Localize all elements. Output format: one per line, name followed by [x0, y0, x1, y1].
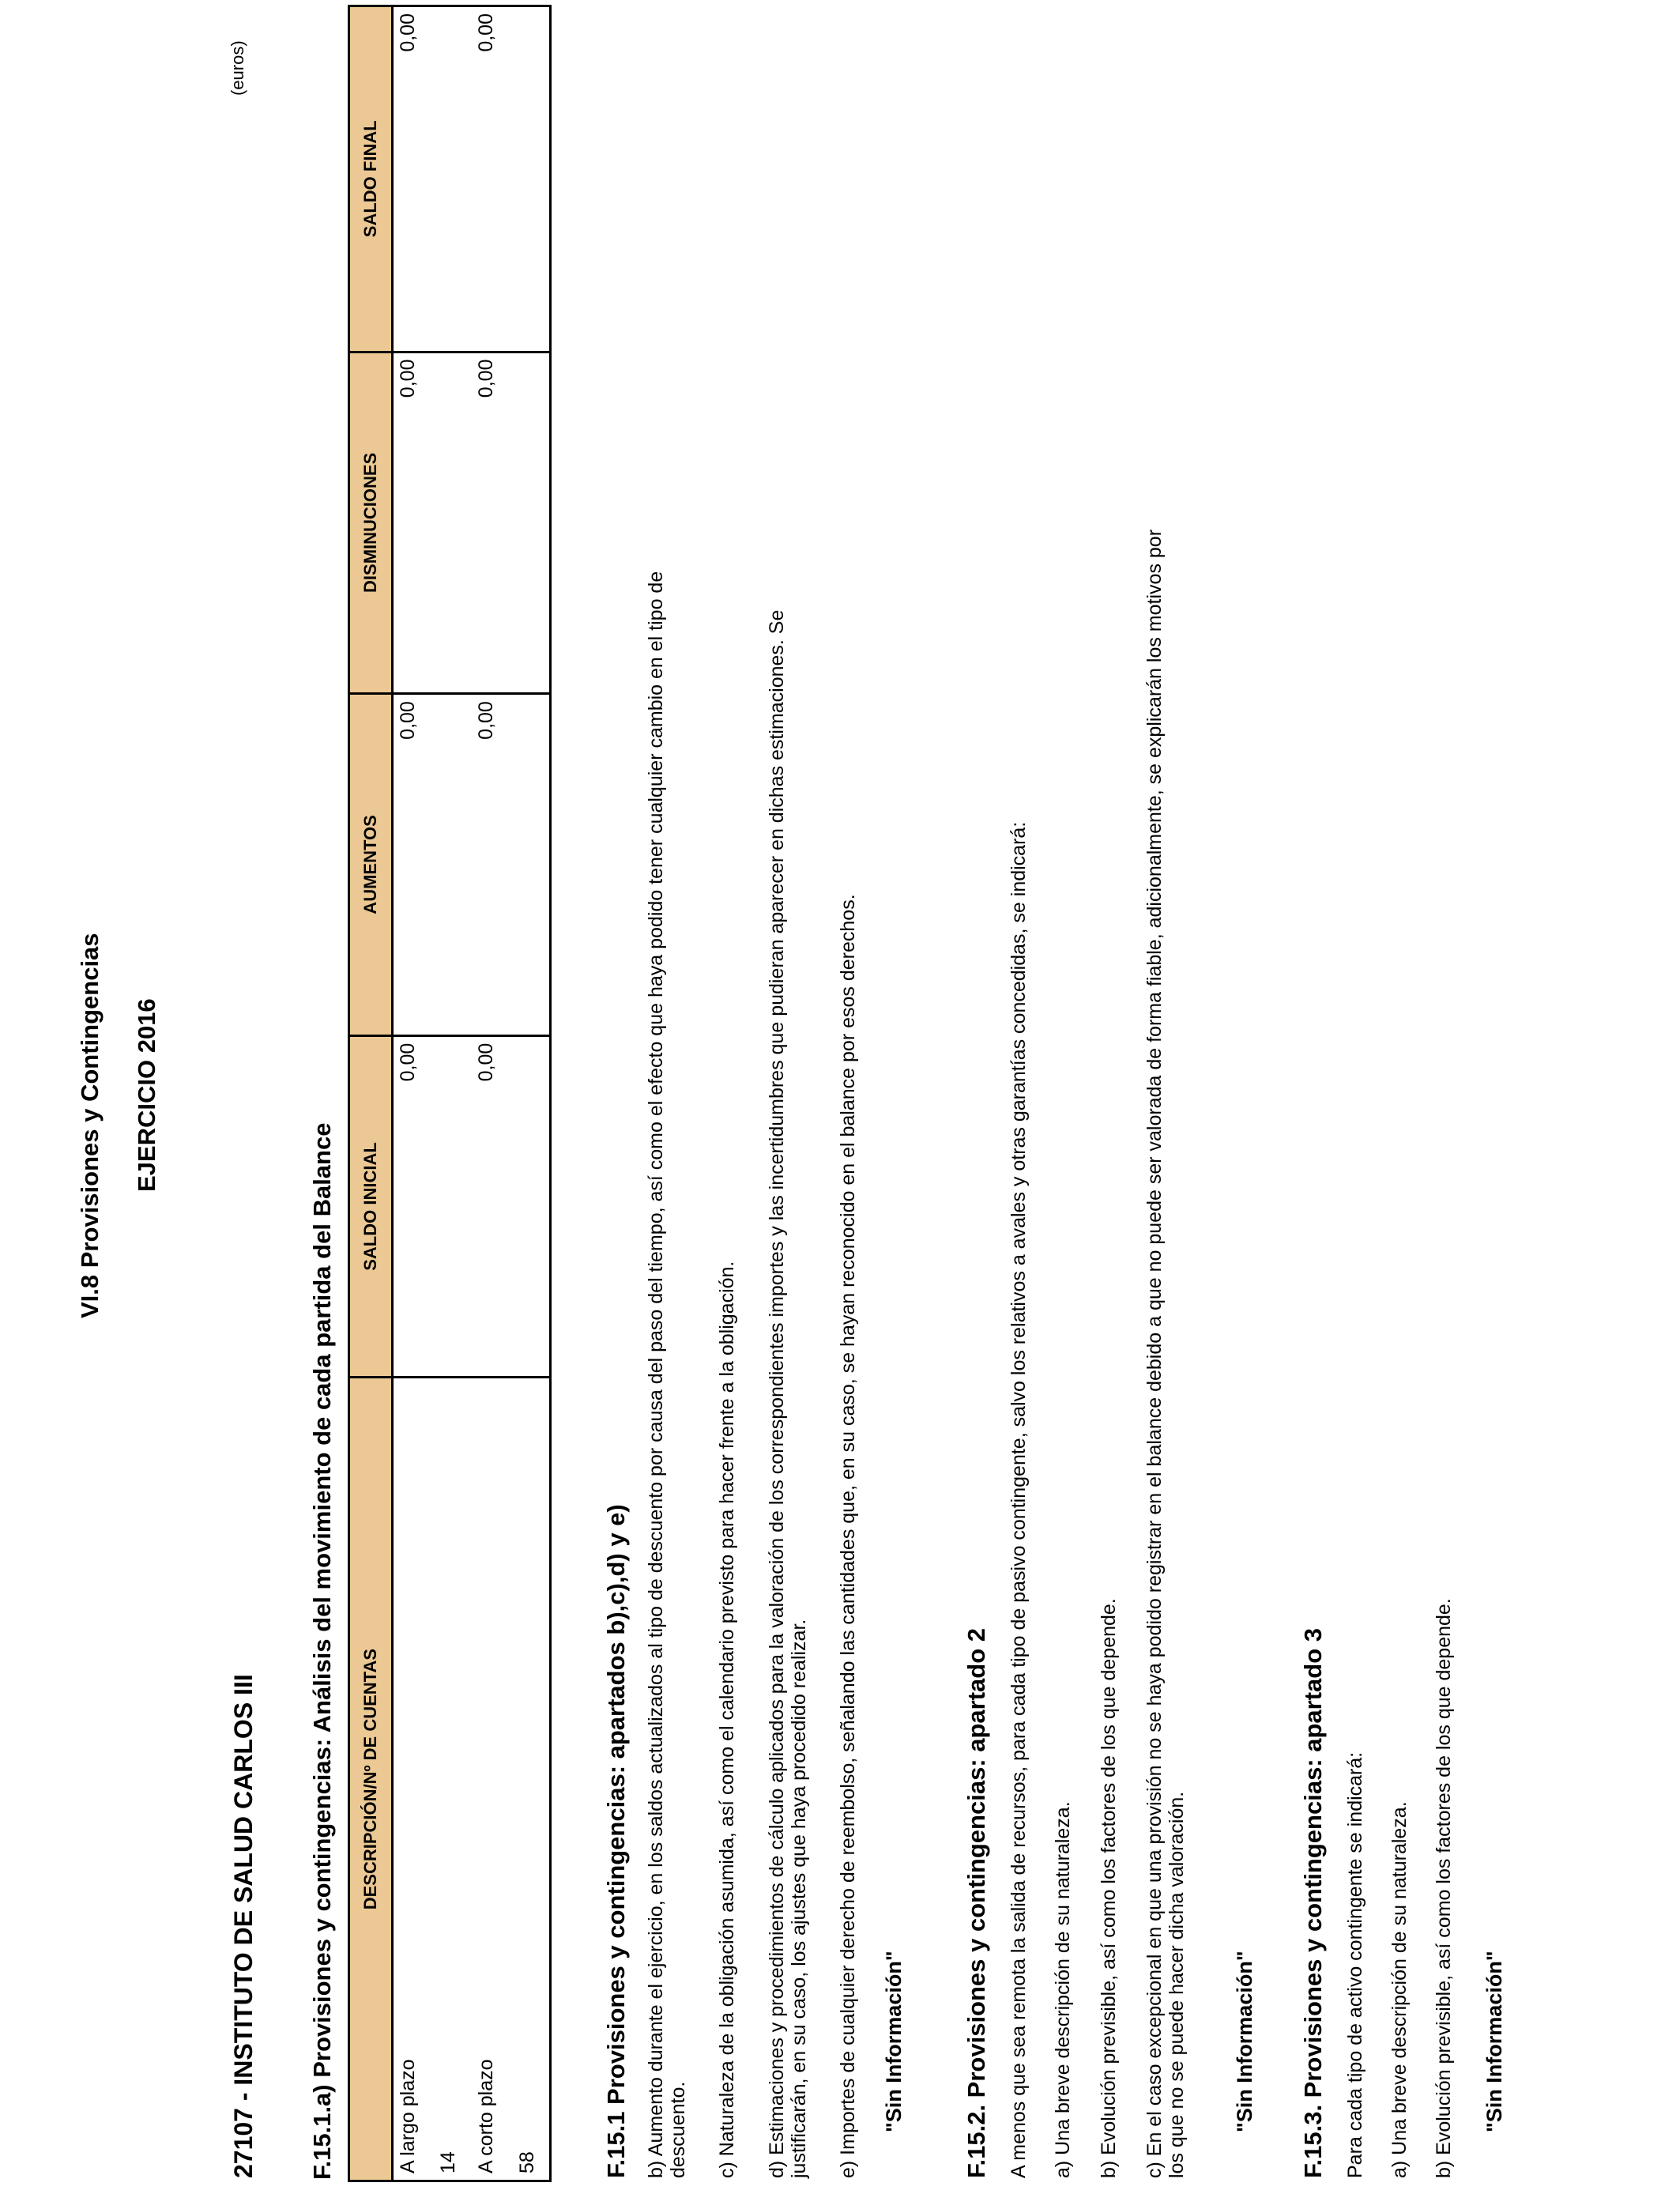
section-heading-f153: F.15.3. Provisiones y contingencias: apartado 3 — [1299, 1627, 1327, 2178]
row-description: A largo plazo — [393, 1378, 434, 2181]
f152-c-text: c) En el caso excepcional en que una provisión no se haya podido registrar en el balance debido a que no puede ser valorada de forma fiable, adicionalmente, se explicarán los motivos por — [1143, 529, 1166, 2178]
col-header-description: DESCRIPCIÓN/Nº DE CUENTAS — [349, 1378, 393, 2181]
col-header-saldo-inicial: SALDO INICIAL — [349, 1035, 393, 1378]
provisions-table — [348, 5, 552, 2182]
cell-saldo-final: 0,00 — [472, 6, 513, 352]
col-header-aumentos: AUMENTOS — [349, 694, 393, 1036]
col-header-disminuciones: DISMINUCIONES — [349, 352, 393, 694]
row-account-code: 58 — [513, 1378, 551, 2181]
section-heading-f151: F.15.1 Provisiones y contingencias: apartados b),c),d) y e) — [602, 1504, 630, 2178]
f152-c-text-cont: los que no se puede hacer dicha valoración. — [1166, 1791, 1188, 2178]
f153-b-text: b) Evolución previsible, así como los factores de los que depende. — [1433, 1598, 1455, 2178]
units-label: (euros) — [228, 40, 247, 96]
cell-aumentos: 0,00 — [393, 694, 434, 1036]
entity-name: 27107 - INSTITUTO DE SALUD CARLOS III — [229, 1674, 258, 2178]
f151-b-text: b) Aumento durante el ejercicio, en los saldos actualizados al tipo de descuento por causa del paso del tiempo, así como el efecto que haya podido tener cualquier cambio en el tipo de — [645, 571, 667, 2178]
cell-disminuciones: 0,00 — [472, 352, 513, 694]
section-heading-f152: F.15.2. Provisiones y contingencias: apartado 2 — [962, 1627, 990, 2178]
f152-no-info: "Sin Información" — [1233, 1951, 1256, 2132]
table-row — [393, 6, 434, 2181]
row-account-code: 14 — [434, 1378, 472, 2181]
f152-a-text: a) Una breve descripción de su naturaleza. — [1052, 1801, 1074, 2178]
f152-b-text: b) Evolución previsible, así como los factores de los que depende. — [1098, 1598, 1120, 2178]
cell-saldo-inicial: 0,00 — [472, 1035, 513, 1378]
cell-saldo-final: 0,00 — [393, 6, 434, 352]
cell-disminuciones: 0,00 — [393, 352, 434, 694]
cell-aumentos: 0,00 — [472, 694, 513, 1036]
row-description: A corto plazo — [472, 1378, 513, 2181]
f153-intro: Para cada tipo de activo contingente se indicará: — [1344, 1751, 1366, 2178]
f151-d-text-cont: justificarán, en su caso, los ajustes que haya procedido realizar. — [788, 1619, 810, 2178]
table-row — [513, 6, 551, 2181]
f151-e-text: e) Importes de cualquier derecho de reembolso, señalando las cantidades que, en su caso, se hayan reconocido en el balance por esos derechos. — [837, 894, 859, 2178]
f151-b-text-cont: descuento. — [667, 2081, 689, 2178]
table-header-row — [349, 6, 393, 2181]
f152-intro: A menos que sea remota la salida de recursos, para cada tipo de pasivo contingente, salvo los relativos a avales y otras garantías concedidas, se indicará: — [1008, 821, 1030, 2178]
cell-saldo-inicial: 0,00 — [393, 1035, 434, 1378]
col-header-saldo-final: SALDO FINAL — [349, 6, 393, 352]
table-row — [434, 6, 472, 2181]
f151-d-text: d) Estimaciones y procedimientos de cálculo aplicados para la valoración de los correspondientes importes y las incertidumbres que pudieran aparecer en dichas estimaciones. Se — [766, 609, 788, 2178]
f153-no-info: "Sin Información" — [1482, 1951, 1506, 2132]
section-heading-f1511a: F.15.1.a) Provisiones y contingencias: Análisis del movimiento de cada partida del Balance — [308, 1122, 336, 2180]
f151-no-info: "Sin Información" — [882, 1951, 906, 2132]
f151-c-text: c) Naturaleza de la obligación asumida, así como el calendario previsto para hacer frente a la obligación. — [716, 1261, 738, 2178]
table-row — [472, 6, 513, 2181]
report-title: VI.8 Provisiones y Contingencias — [76, 933, 104, 1318]
fiscal-year: EJERCICIO 2016 — [133, 998, 160, 1192]
f153-a-text: a) Una breve descripción de su naturaleza. — [1388, 1801, 1411, 2178]
